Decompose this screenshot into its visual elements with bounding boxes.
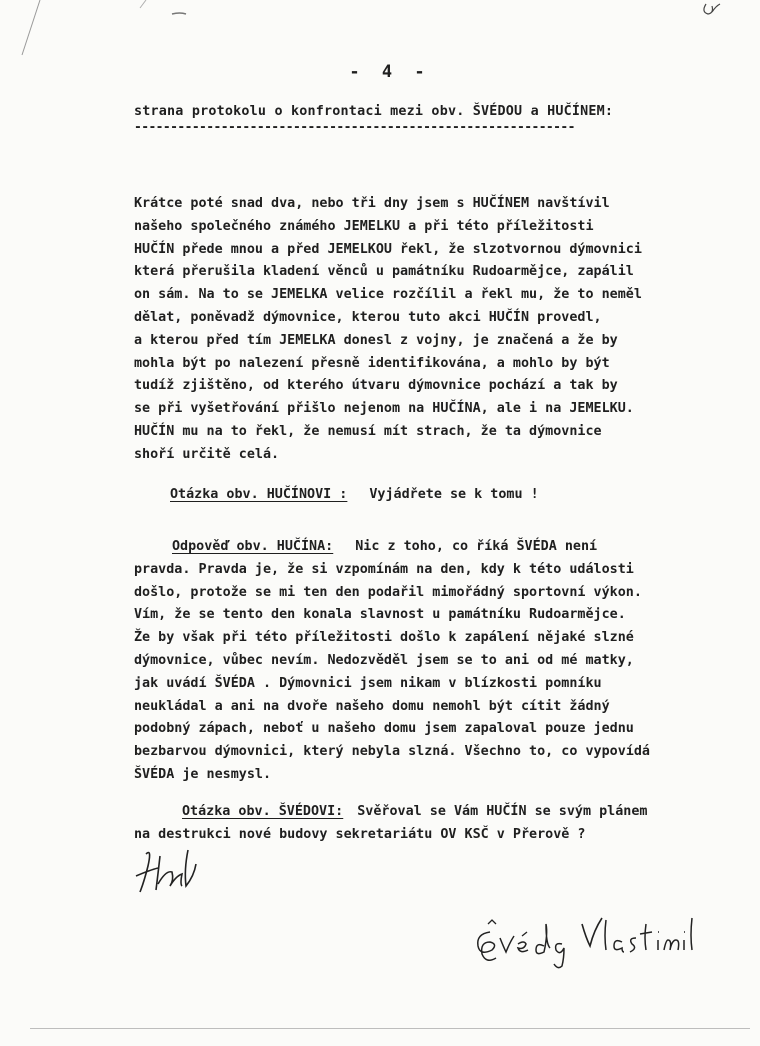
header-rule: ------------------------------------------------------------- [134,120,575,135]
question-2-label: Otázka obv. ŠVÉDOVI: [182,804,344,819]
statement-line: našeho společného známého JEMELKU a při této příležitosti [134,218,594,234]
statement-line: která přerušila kladení věnců u památníku Rudoarmějce, zapálil [134,264,634,280]
header-title: strana protokolu o konfrontaci mezi obv. ŠVÉDOU a HUČÍNEM: [134,104,614,119]
statement-paragraph [134,193,724,467]
answer-line: jak uvádí ŠVÉDA . Dýmovnici jsem nikam v blízkosti pomníku [134,675,602,691]
statement-line: se při vyšetřování přišlo nejenom na HUČÍNA, ale i na JEMELKU. [134,401,634,417]
scan-mark-top-left [20,0,220,60]
page-number: - 4 - [349,62,431,82]
answer-1-label: Odpověď obv. HUČÍNA: [172,539,334,554]
question-2-text: Svěřoval se Vám HUČÍN se svým plánem [357,804,648,819]
statement-line: mohla být po nalezení přesně identifikována, a mohlo by být [134,355,610,371]
question-2-first-line [134,800,647,823]
signature-left [132,842,222,902]
answer-line: bezbarvou dýmovnici, který nebyla slzná. Všechno to, co vypovídá [134,744,650,760]
question-1-text: Vyjádřete se k tomu ! [369,487,539,502]
question-2 [134,800,647,846]
statement-line: tudíž zjištěno, od kterého útvaru dýmovnice pochází a tak by [134,378,618,394]
statement-line: a kterou před tím JEMELKA donesl z vojny, je značená a že by [134,332,618,348]
answer-line: došlo, protože se mi ten den podařil mimořádný sportovní výkon. [134,584,642,600]
question-1 [170,487,539,502]
statement-line: shoří určitě celá. [134,446,280,462]
answer-line: podobný zápach, neboť u našeho domu jsem zapaloval pouze jednu [134,721,634,737]
statement-line: HUČÍN mu na to řekl, že nemusí mít strach, že ta dýmovnice [134,423,602,439]
statement-line: Krátce poté snad dva, nebo tři dny jsem s HUČÍNEM navštívil [134,196,610,211]
signature-right [470,902,700,972]
answer-line: pravda. Pravda je, že si vzpomínám na den, kdy k této události [134,561,634,577]
answer-line: neukládal a ani na dvoře našeho domu nemohl být cítit žádný [134,698,610,714]
scan-bottom-edge [30,1028,750,1029]
answer-1 [134,535,734,786]
answer-line: Vím, že se tento den konala slavnost u památníku Rudoarmějce. [134,607,626,623]
answer-1-first-line [134,535,734,558]
question-2-second-line: na destrukci nové budovy sekretariátu OV KSČ v Přerově ? [134,826,586,842]
statement-line: dělat, poněvadž dýmovnice, kterou tuto akci HUČÍN provedl, [134,309,602,325]
page-corner-mark [700,0,730,20]
answer-line: dýmovnice, vůbec nevím. Nedozvěděl jsem se to ani od mé matky, [134,652,634,668]
question-1-label: Otázka obv. HUČÍNOVI : [170,487,348,502]
statement-line: HUČÍN přede mnou a před JEMELKOU řekl, že slzotvornou dýmovnici [134,241,642,257]
answer-1-first-text: Nic z toho, co říká ŠVÉDA není [355,539,598,554]
answer-line: Že by však při této příležitosti došlo k zapálení nějaké slzné [134,630,634,646]
answer-line: ŠVÉDA je nesmysl. [134,766,272,782]
statement-line: on sám. Na to se JEMELKA velice rozčílil a řekl mu, že to neměl [134,287,642,303]
